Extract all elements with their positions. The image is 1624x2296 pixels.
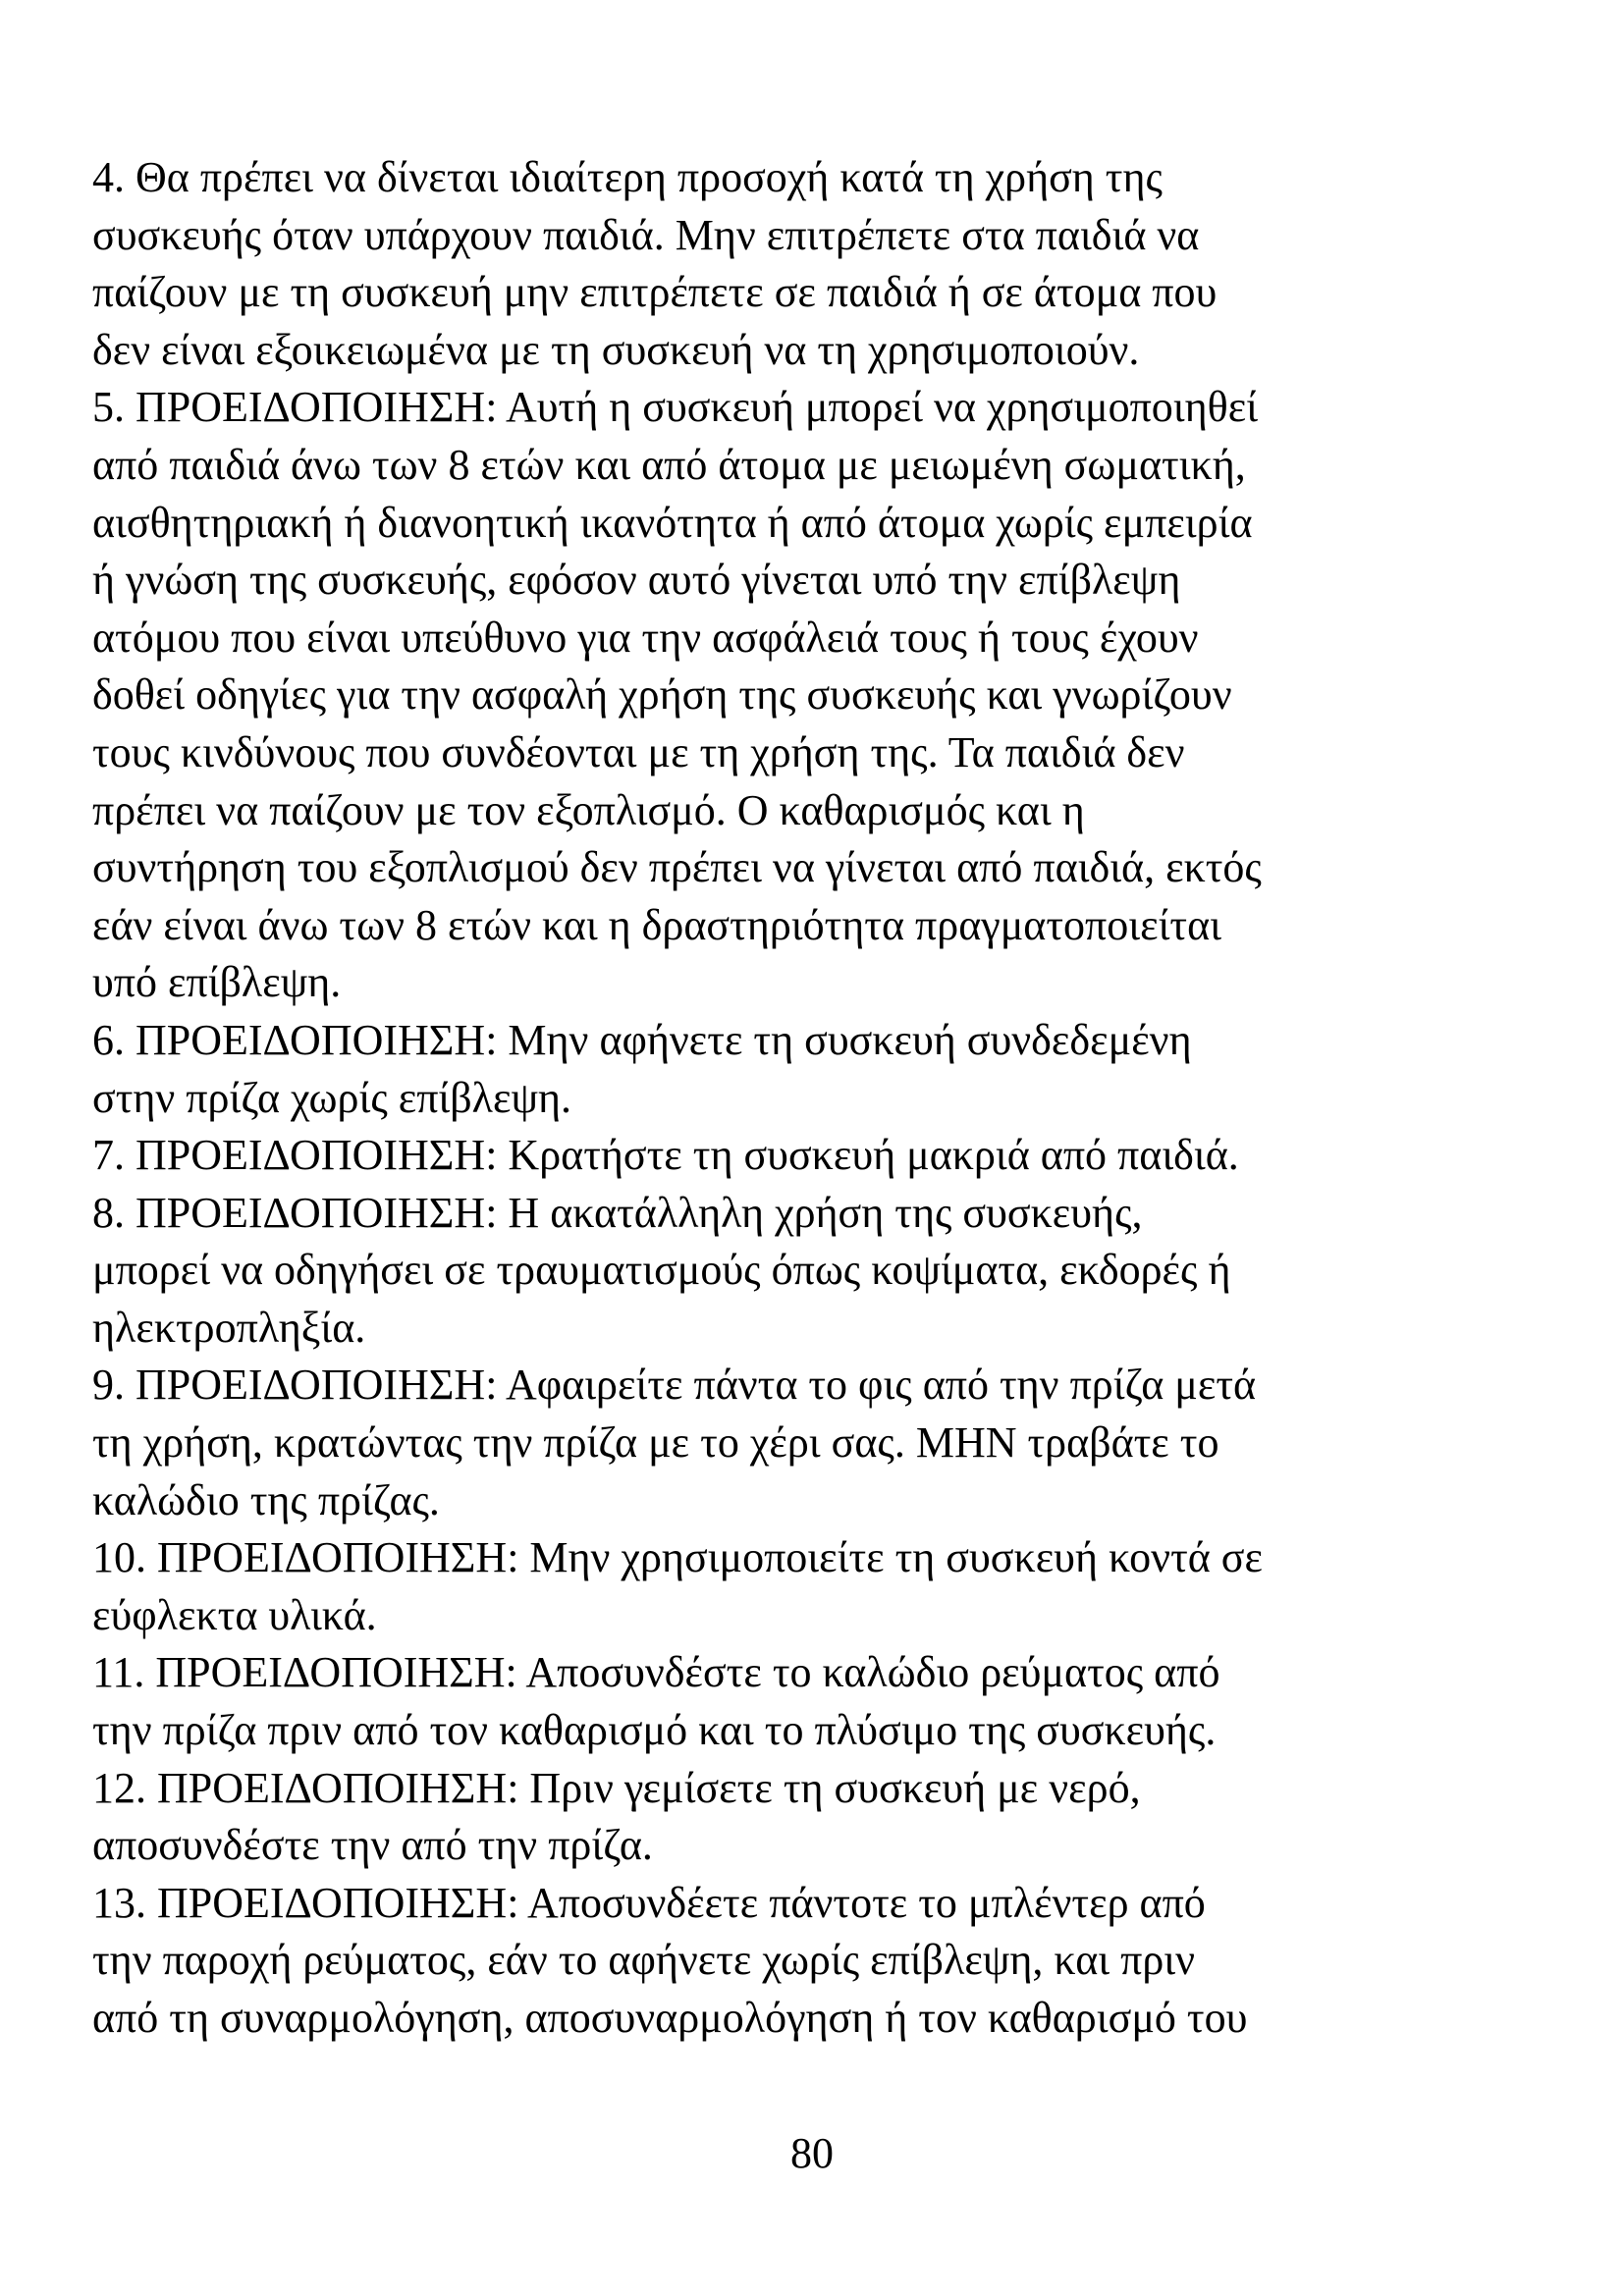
text-line: ηλεκτροπληξία. xyxy=(92,1303,366,1352)
text-line: δεν είναι εξοικειωμένα με τη συσκευή να τη χρησιμοποιούν. xyxy=(92,325,1140,374)
text-line: 9. ΠΡΟΕΙΔΟΠΟΙΗΣΗ: Αφαιρείτε πάντα το φις από την πρίζα μετά xyxy=(92,1361,1257,1410)
text-line: από τη συναρμολόγηση, αποσυναρμολόγηση ή τον καθαρισμό του xyxy=(92,1994,1248,2042)
text-line: 13. ΠΡΟΕΙΔΟΠΟΙΗΣΗ: Αποσυνδέετε πάντοτε το μπλέντερ από xyxy=(92,1878,1206,1927)
text-line: συντήρηση του εξοπλισμού δεν πρέπει να γίνεται από παιδιά, εκτός xyxy=(92,843,1262,892)
text-line: την πρίζα πριν από τον καθαρισμό και το πλύσιμο της συσκευής. xyxy=(92,1706,1217,1755)
text-line: την παροχή ρεύματος, εάν το αφήνετε χωρίς επίβλεψη, και πριν xyxy=(92,1936,1196,1985)
text-line: 8. ΠΡΟΕΙΔΟΠΟΙΗΣΗ: Η ακατάλληλη χρήση της συσκευής, xyxy=(92,1188,1143,1237)
text-line: τη χρήση, κρατώντας την πρίζα με το χέρι σας. ΜΗΝ τραβάτε το xyxy=(92,1418,1219,1468)
text-line: καλώδιο της πρίζας. xyxy=(92,1475,440,1524)
text-line: ατόμου που είναι υπεύθυνο για την ασφάλειά τους ή τους έχουν xyxy=(92,613,1199,662)
text-line: 10. ΠΡΟΕΙΔΟΠΟΙΗΣΗ: Μην χρησιμοποιείτε τη συσκευή κοντά σε xyxy=(92,1533,1263,1582)
text-line: 4. Θα πρέπει να δίνεται ιδιαίτερη προσοχή κατά τη χρήση της xyxy=(92,153,1163,201)
text-line: 12. ΠΡΟΕΙΔΟΠΟΙΗΣΗ: Πριν γεμίσετε τη συσκευή με νερό, xyxy=(92,1763,1141,1812)
text-line: αισθητηριακή ή διανοητική ικανότητα ή από άτομα χωρίς εμπειρία xyxy=(92,498,1253,547)
text-line: μπορεί να οδηγήσει σε τραυματισμούς όπως κοψίματα, εκδορές ή xyxy=(92,1246,1231,1295)
text-line: εάν είναι άνω των 8 ετών και η δραστηριότητα πραγματοποιείται xyxy=(92,900,1221,949)
instructions-text xyxy=(92,149,1536,2048)
text-line: εύφλεκτα υλικά. xyxy=(92,1590,377,1639)
text-line: ή γνώση της συσκευής, εφόσον αυτό γίνεται υπό την επίβλεψη xyxy=(92,556,1181,605)
text-line: από παιδιά άνω των 8 ετών και από άτομα με μειωμένη σωματική, xyxy=(92,440,1246,489)
text-line: 11. ΠΡΟΕΙΔΟΠΟΙΗΣΗ: Αποσυνδέστε το καλώδιο ρεύματος από xyxy=(92,1648,1220,1697)
text-line: υπό επίβλεψη. xyxy=(92,958,342,1007)
text-line: 7. ΠΡΟΕΙΔΟΠΟΙΗΣΗ: Κρατήστε τη συσκευή μακριά από παιδιά. xyxy=(92,1131,1239,1180)
text-line: στην πρίζα χωρίς επίβλεψη. xyxy=(92,1073,572,1122)
text-line: συσκευής όταν υπάρχουν παιδιά. Μην επιτρέπετε στα παιδιά να xyxy=(92,210,1200,259)
page-number: 80 xyxy=(790,2129,834,2177)
text-line: τους κινδύνους που συνδέονται με τη χρήση της. Τα παιδιά δεν xyxy=(92,727,1185,776)
text-line: 5. ΠΡΟΕΙΔΟΠΟΙΗΣΗ: Αυτή η συσκευή μπορεί να χρησιμοποιηθεί xyxy=(92,383,1259,432)
text-line: πρέπει να παίζουν με τον εξοπλισμό. Ο καθαρισμός και η xyxy=(92,785,1085,834)
text-line: δοθεί οδηγίες για την ασφαλή χρήση της συσκευής και γνωρίζουν xyxy=(92,670,1232,720)
text-line: αποσυνδέστε την από την πρίζα. xyxy=(92,1821,653,1870)
text-line: 6. ΠΡΟΕΙΔΟΠΟΙΗΣΗ: Μην αφήνετε τη συσκευή συνδεδεμένη xyxy=(92,1015,1192,1064)
text-line: παίζουν με τη συσκευή μην επιτρέπετε σε παιδιά ή σε άτομα που xyxy=(92,268,1218,317)
